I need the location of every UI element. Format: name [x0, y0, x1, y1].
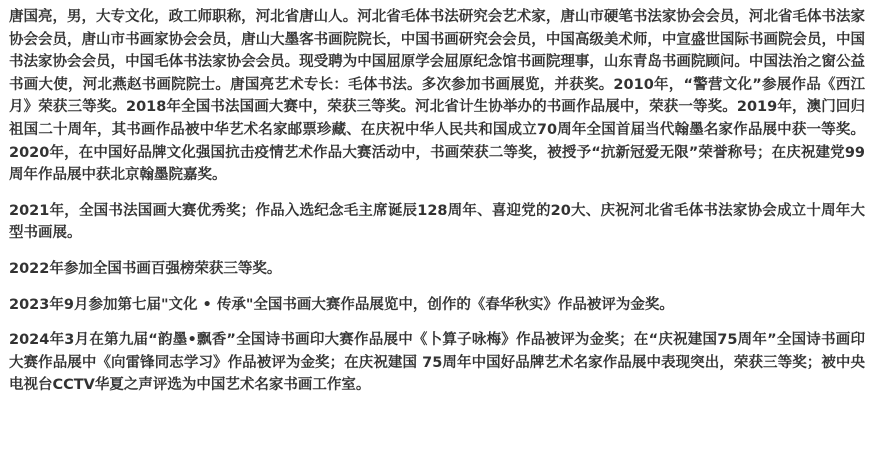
award-2023-paragraph: 2023年9月参加第七届"文化 • 传承"全国书画大赛作品展览中，创作的《春华秋实》作品被评为金奖。: [9, 296, 674, 313]
biography-paragraph: 唐国亮，男，大专文化，政工师职称，河北省唐山人。河北省毛体书法研究会艺术家，唐山市硬笔书法家协会会员，河北省毛体书法家协会会员，唐山市书画家协会会员，唐山大墨客书画院院长，中国书画研究会会员，中国高级美术师，中宣盛世国际书画院会员，中国书法家协会会员，中国毛体书法家协会会员。现受聘为中国屈原学会屈原纪念馆书画院理事，山东青岛书画院顾问。中国法治之窗公益书画大使，河北燕赵书画院院士。唐国亮艺术专长：毛体书法。多次参加书画展览，并获奖。2010年，“警营文化”参展作品《西江月》荣获三等奖。2018年全国书法国画大赛中，荣获三等奖。河北省计生协举办的书画作品展中，荣获一等奖。2019年，澳门回归祖国二十周年，其书画作品被中华艺术名家邮票珍藏、在庆祝中华人民共和国成立70周年全国首届当代翰墨名家作品展中获一等奖。2020年，在中国好品牌文化强国抗击疫情艺术作品大赛活动中，书画荣获二等奖，被授予“抗新冠爱无限”荣誉称号；在庆祝建党99周年作品展中获北京翰墨院嘉奖。: [9, 9, 865, 184]
award-2022-paragraph: 2022年参加全国书画百强榜荣获三等奖。: [9, 260, 282, 277]
award-2021-paragraph: 2021年，全国书法国画大赛优秀奖；作品入选纪念毛主席诞辰128周年、喜迎党的20大、庆祝河北省毛体书法家协会成立十周年大型书画展。: [9, 202, 865, 242]
award-2024-paragraph: 2024年3月在第九届“韵墨•飘香”全国诗书画印大赛作品展中《卜算子咏梅》作品被评为金奖；在“庆祝建国75周年”全国诗书画印大赛作品展中《向雷锋同志学习》作品被评为金奖；在庆祝建国 75周年中国好品牌艺术名家作品展中表现突出，荣获三等奖；被中央电视台CCTV华夏之声评选为中国艺术名家书画工作室。: [9, 332, 865, 394]
